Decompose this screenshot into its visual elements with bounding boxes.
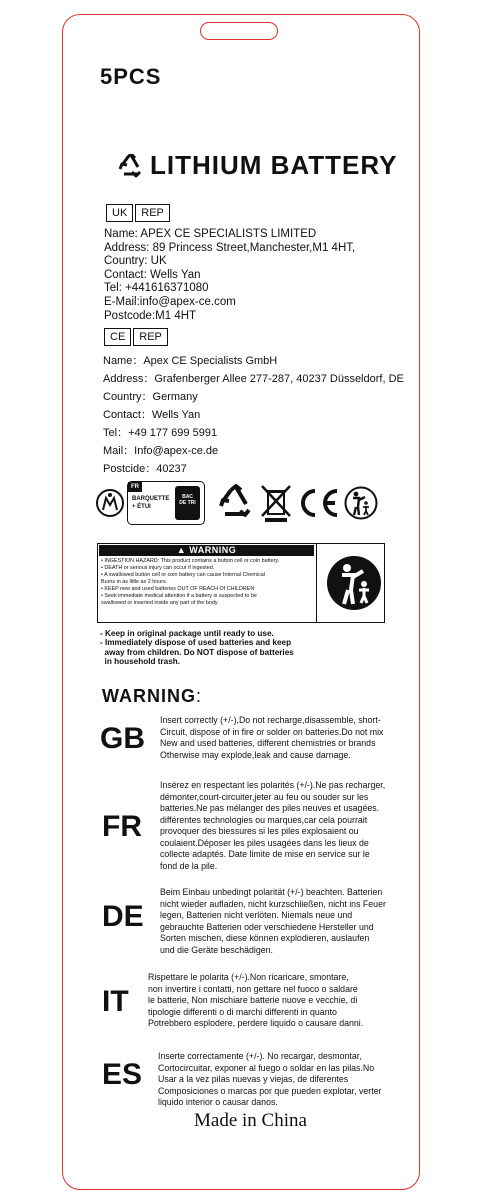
triman-icon	[95, 482, 125, 524]
lang-code-it: IT	[102, 985, 129, 1018]
lang-code-gb: GB	[100, 722, 145, 755]
lang-text-es: Inserte correctamente (+/-). No recargar, desmontar, Cortocircuitar, exponer al fuego o soldar en las pilas.No Usar a la vez pilas nuevas y viejas, de diferentes Composiciones o marcas por que pueden explotar, verter liquido interior o causar danos.	[158, 1051, 382, 1107]
warning-line: • INGESTION HAZARD: This product contains a button cell or coin battery.	[101, 558, 280, 564]
packaging-text: BARQUETTE + ÉTUI	[132, 496, 170, 510]
keep-note: in household trash.	[100, 656, 181, 666]
uk-line: Country: UK	[104, 255, 167, 268]
made-in-label: Made in China	[194, 1110, 307, 1131]
child-hazard-icon	[326, 552, 382, 614]
lang-code-de: DE	[102, 900, 144, 933]
keep-note: - Keep in original package until ready to use.	[100, 629, 274, 638]
pack-count: 5PCS	[100, 64, 162, 89]
lang-code-es: ES	[102, 1058, 143, 1091]
info-tri-label	[127, 481, 205, 525]
eu-value: Apex CE Specialists GmbH	[143, 355, 278, 367]
eu-value: Germany	[152, 391, 198, 403]
keep-note: away from children. Do NOT dispose of batteries	[100, 647, 294, 657]
recycle-icon	[118, 154, 144, 178]
uk-line: Contact: Wells Yan	[104, 268, 201, 281]
uk-line: Tel: +441616371080	[104, 282, 209, 295]
uk-representative-address	[104, 228, 355, 323]
keep-note: - Immediately dispose of used batteries and keep	[100, 638, 292, 648]
ingestion-warning-box	[97, 543, 385, 623]
uk-line: Name: APEX CE SPECIALISTS LIMITED	[104, 228, 317, 240]
eu-label: Mail：	[103, 445, 135, 457]
uk-line: E-Mail:info@apex-ce.com	[104, 295, 236, 308]
uk-badge-right: REP	[135, 204, 170, 222]
warning-line: • Seek immediate medical attention if a battery is suspected to be	[101, 593, 257, 599]
lang-text-gb: Insert correctly (+/-),Do not recharge,disassemble, short- Circuit, dispose of in fire or solder on batteries.Do not mix New and used batteries, different chemistries or brands Otherwise may explode,leak and cause darnage.	[160, 715, 384, 760]
warning-line: • KEEP new and used batteries OUT OF REACH Of CHILDREN	[101, 586, 255, 592]
eu-label: Contact：	[103, 409, 152, 421]
keep-away-children-icon	[343, 482, 379, 524]
sorting-bin-icon: BAC DE TRI	[175, 486, 200, 520]
eu-representative-address	[103, 352, 404, 478]
uk-line: Postcode:M1 4HT	[104, 309, 197, 322]
eu-value: +49 177 699 5991	[128, 427, 218, 439]
eu-label: Country：	[103, 391, 153, 403]
uk-rep-badge	[106, 204, 172, 222]
lang-code-fr: FR	[102, 810, 142, 843]
warning-line: • A swallowed button cell or coin battery can cause Internal Chemical	[101, 572, 265, 578]
uk-line: Address: 89 Princess Street,Manchester,M1 4HT,	[104, 241, 356, 254]
warning-lines	[101, 558, 315, 607]
eu-value: Info@apex-ce.de	[134, 445, 219, 457]
warning-divider	[316, 544, 317, 622]
warning-line: • DEATH or serious injury can occur if ingested.	[101, 565, 215, 571]
eu-label: Postcide：	[103, 463, 157, 475]
product-title: LITHIUM BATTERY	[118, 150, 398, 181]
ce-mark-icon	[297, 482, 341, 524]
ce-badge-left: CE	[104, 328, 131, 346]
recycling-symbol-icon	[216, 482, 256, 524]
lang-text-fr: Insérez en respectant les polarités (+/-).Ne pas recharger, démonter,court-circuiter,jeter au feu ou souder sur les batteries.Ne pas mélanger des piles neuves et usagées. différentes technologies ou marques,car cela pourrait provoquer des biessures si les piles explosaient ou coulaient.Déposer les piles usagées dans les lieux de collecte adaptés. Date limite de mise en service sur le fond de la pile.	[160, 780, 386, 871]
ce-rep-badge	[104, 328, 170, 346]
eu-label: Address：	[103, 373, 155, 385]
warning-line: swallowed or inserted inside any part of the body.	[101, 600, 219, 606]
lang-text-de: Beim Einbau unbedingt polarität (+/-) beachten. Batterien nicht wieder aufladen, nicht kurzschließen, nicht ins Feuer legen, Batterien nicht verlöten. Niemals neue und gebrauchte Batterien oder verschiedene Hersteller und Sorten mischen, diese können explodieren, auslaufen und die Geräte beschädigen.	[160, 887, 386, 955]
warning-line: Burns in as little as 2 hours.	[101, 579, 168, 585]
warnings-title: WARNING:	[102, 686, 203, 706]
keep-notes	[100, 629, 330, 666]
eu-value: Wells Yan	[151, 409, 201, 421]
ce-badge-right: REP	[133, 328, 168, 346]
eu-label: Name：	[103, 355, 144, 367]
eu-value: 40237	[156, 463, 187, 475]
lang-text-it: Rispettare le polarita (+/-).Non ricaricare, smontare, non invertire i contatti, non gettare nel fuoco o saldare le batterie, Non mischiare batterie nuove e vecchie, di tipologie differenti o di marchi differenti in quanto Potrebbero esplodere, perdere liquido o causare danni.	[148, 972, 364, 1028]
region-tag: FR	[128, 482, 142, 492]
warning-heading: ▲ WARNING	[99, 545, 314, 556]
crossed-bin-icon	[258, 482, 294, 524]
hang-hole	[200, 22, 278, 40]
uk-badge-left: UK	[106, 204, 133, 222]
eu-label: Tel：	[103, 427, 129, 439]
eu-value: Grafenberger Allee 277-287, 40237 Düsseldorf, DE	[154, 373, 404, 385]
